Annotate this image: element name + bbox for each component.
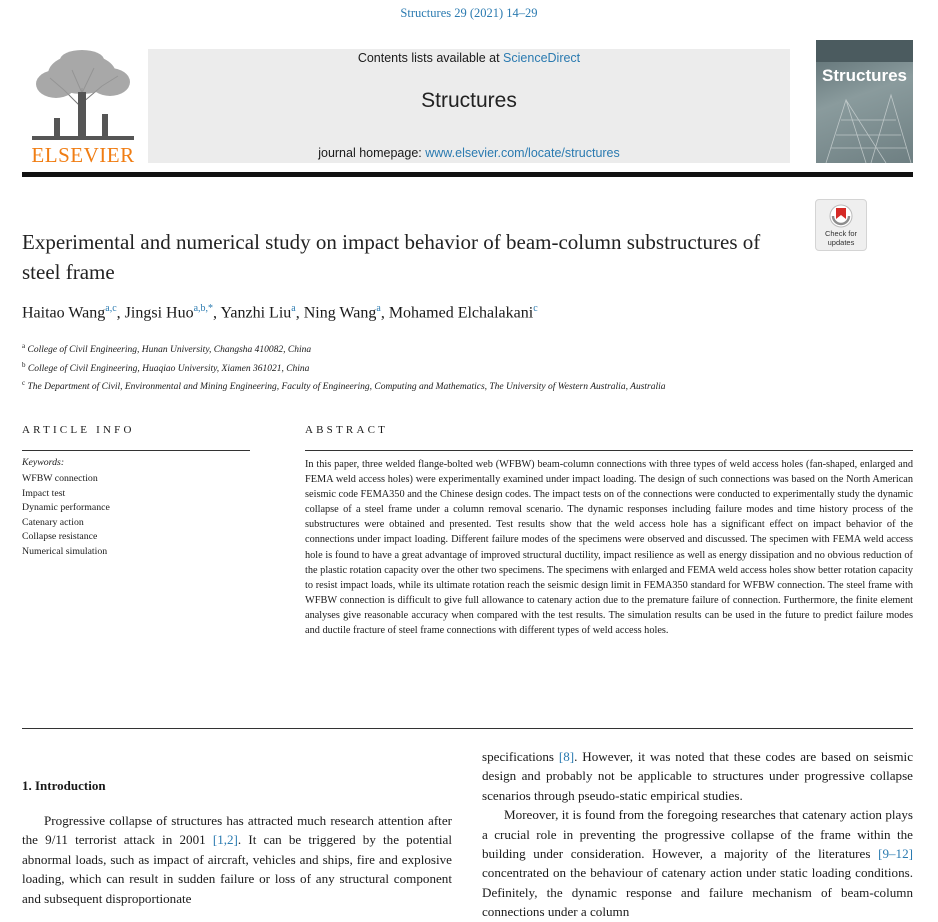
keyword-item: Catenary action	[22, 516, 84, 528]
author-separator: ,	[380, 304, 389, 322]
body-text: Moreover, it is found from the foregoing researches that catenary action plays a crucial role in preventing the progressive collapse of the frame within the building under consideration. However, a majority of the literatures	[482, 807, 913, 862]
keyword-item: Dynamic performance	[22, 502, 110, 514]
citation-link[interactable]: [9–12]	[878, 846, 913, 862]
author-affiliation-mark[interactable]: a,b,*	[193, 303, 214, 314]
introduction-heading: 1. Introduction	[22, 778, 106, 793]
body-text: . However, it was noted that these codes are based on seismic design and probably not be applicable to structures under progressive collapse scenarios through pseudo-static empirical studies.	[482, 749, 914, 803]
affiliation-list	[22, 339, 912, 395]
affiliation-item	[22, 358, 912, 377]
journal-homepage-link[interactable]: www.elsevier.com/locate/structures	[425, 146, 620, 160]
author-separator: ,	[116, 304, 125, 322]
author-affiliation-mark[interactable]: c	[533, 303, 538, 314]
author-name[interactable]: Haitao Wang	[22, 304, 106, 322]
affiliation-mark: b	[22, 360, 26, 369]
crossmark-label	[816, 229, 866, 247]
article-info-rule	[22, 450, 250, 451]
body-text: Progressive collapse of structures has attracted much research attention after the 9/11 terrorist attack in 2001	[22, 813, 452, 848]
affiliation-text: College of Civil Engineering, Hunan University, Changsha 410082, China	[27, 345, 312, 356]
keyword-item: Collapse resistance	[22, 531, 98, 543]
crossmark-line-1: Check for	[824, 229, 858, 238]
journal-name: Structures	[421, 89, 517, 112]
body-text: concentrated on the behaviour of catenary action under static loading conditions. Definitely, the dynamic response and failure mechanism of beam-column connections under a column	[482, 865, 913, 920]
keyword-list	[22, 472, 110, 560]
body-column-left	[22, 811, 452, 908]
affiliation-item	[22, 339, 912, 358]
body-paragraph	[482, 805, 913, 921]
affiliation-mark: c	[22, 379, 26, 388]
affiliation-text: College of Civil Engineering, Huaqiao University, Xiamen 361021, China	[27, 363, 310, 374]
keywords-label: Keywords:	[22, 457, 65, 468]
abstract-rule	[305, 450, 913, 451]
homepage-line	[148, 146, 790, 160]
author-name[interactable]: Ning Wang	[303, 304, 377, 322]
abstract-heading: ABSTRACT	[305, 424, 389, 436]
body-text: . It can be triggered by the potential abnormal loads, such as impact of aircraft, vehicles and ships, fire and explosive loading, which can result in sudden failure or loss of any structural component and subsequent disproportionate	[22, 832, 452, 906]
check-for-updates-badge[interactable]	[815, 199, 867, 251]
homepage-prefix: journal homepage:	[318, 146, 426, 160]
elsevier-tree-icon	[32, 48, 134, 140]
author-name[interactable]: Mohamed Elchalakani	[388, 304, 534, 322]
elsevier-logo[interactable]	[22, 48, 144, 166]
elsevier-wordmark: ELSEVIER	[31, 143, 135, 167]
contents-prefix: Contents lists available at	[357, 51, 504, 65]
affiliation-mark: a	[22, 342, 26, 350]
author-separator: ,	[295, 304, 304, 322]
cover-building-graphic	[816, 90, 913, 163]
keyword-item: Impact test	[22, 487, 66, 499]
crossmark-line-2: updates	[827, 238, 855, 247]
affiliation-text: The Department of Civil, Environmental and Mining Engineering, Faculty of Engineering, Computing and Mathematics, The University of Western Australia, Australia	[27, 382, 666, 393]
author-affiliation-mark[interactable]: a,c	[105, 303, 117, 314]
body-text: specifications	[482, 749, 559, 764]
keyword-item: WFBW connection	[22, 473, 98, 484]
article-info-heading: ARTICLE INFO	[22, 424, 135, 436]
header-rule	[22, 172, 913, 177]
author-affiliation-mark[interactable]: a	[376, 303, 381, 314]
paper-title: Experimental and numerical study on impact behavior of beam-column substructures of steel frame	[22, 230, 761, 284]
author-name[interactable]: Yanzhi Liu	[220, 304, 292, 322]
citation-link[interactable]: [1,2]	[212, 832, 238, 848]
author-name[interactable]: Jingsi Huo	[124, 304, 194, 322]
author-list	[22, 303, 912, 322]
crossmark-icon	[829, 204, 853, 228]
keyword-item: Numerical simulation	[22, 545, 108, 557]
body-paragraph	[482, 747, 913, 805]
body-column-right	[482, 747, 913, 922]
contents-line	[148, 51, 790, 65]
journal-citation-link[interactable]: Structures 29 (2021) 14–29	[400, 6, 538, 20]
author-separator: ,	[213, 304, 221, 322]
cover-title: Structures	[821, 66, 908, 85]
sciencedirect-link[interactable]: ScienceDirect	[503, 51, 581, 65]
cover-top-bar	[816, 40, 913, 62]
affiliation-item	[22, 376, 912, 395]
citation-link[interactable]: [8]	[558, 749, 575, 764]
author-affiliation-mark[interactable]: a	[291, 303, 296, 314]
journal-cover-image[interactable]	[816, 40, 913, 163]
abstract-text: In this paper, three welded flange-bolted web (WFBW) beam-column connections with three types of weld access holes (fan-shaped, enlarged and FEMA weld access holes) were experimentally examined under impact loading. The design of such connections was based on the North American seismic code FEMA350 and the Chinese design codes. The impact tests on of the connections were conducted to experimentally study the dynamic collapse of a steel frame under a column removal scenario. The dynamic responses including failure modes and time history process of the substructures were obtained and presented. Test results show that the weld access hole has a significant effect on impact behavior of the connections under impact loading. Different failure modes of the specimens were observed and discussed. The specimen with FEMA weld access hole is found to have a great advantage of improved structural ductility, impact resilience as well as energy dissipation and no obvious reduction of the plastic rotation capacity over the other two specimens. The specimens with enlarged and FEMA weld access holes show better rotation capacity to resist impact loads, while its ultimate rotation reach the seismic design limit in FEMA350 standard for WFBW connection. The steel frame with WFBW connection is difficult to give full allowance to catenary action due to the premature failure of connection. Furthermore, the finite element analyses give reasonable accuracy when compared with the test results. The simulation results can be used in the future to predict failure modes and ductile fracture of steel frame connections with different types of weld access holes.	[305, 459, 913, 637]
abstract-bottom-rule	[22, 728, 913, 729]
journal-header-box	[148, 49, 790, 163]
